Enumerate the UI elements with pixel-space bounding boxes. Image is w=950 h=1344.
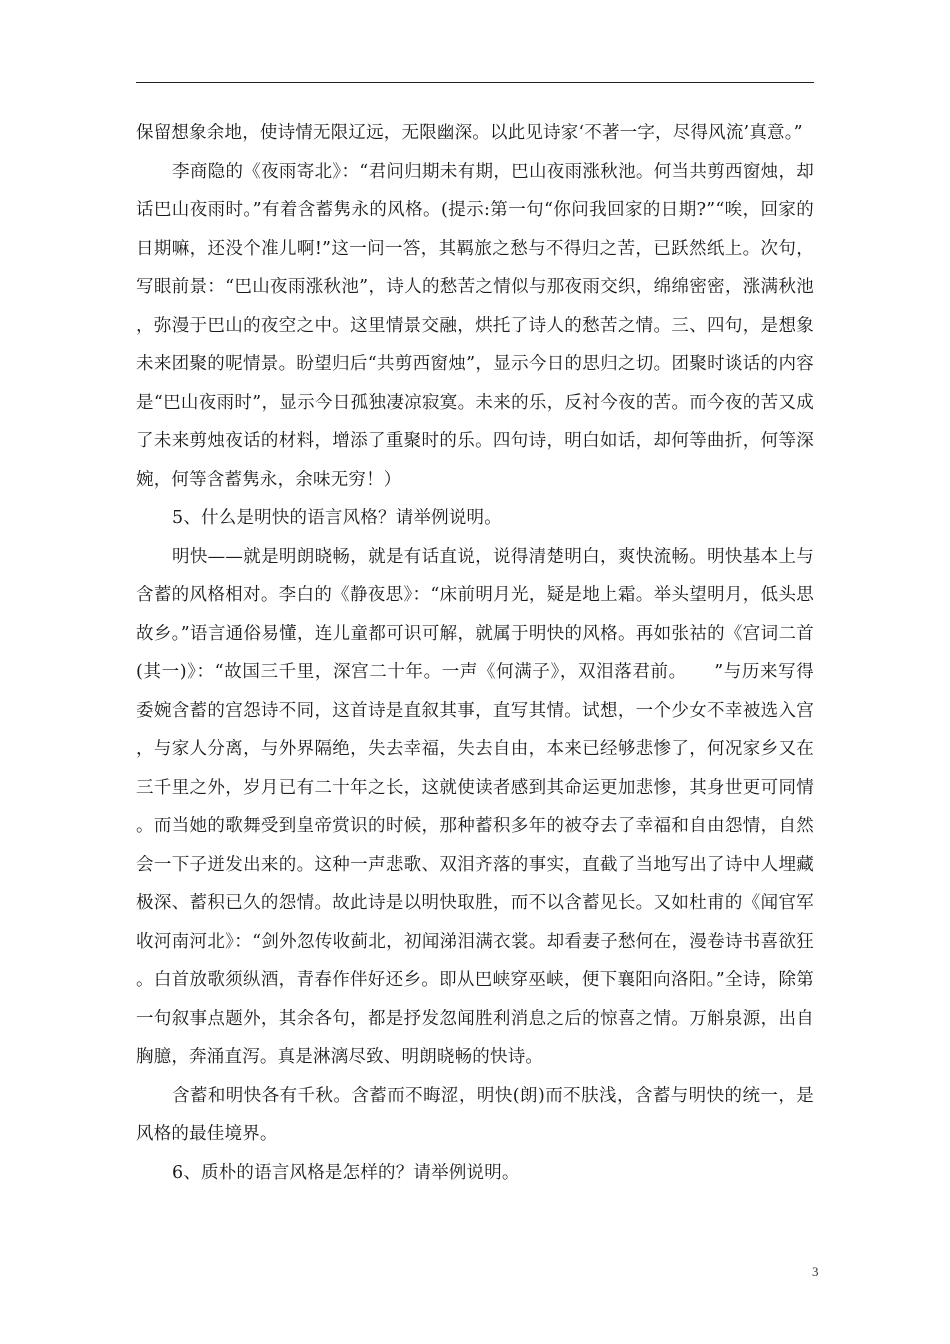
page-number: 3	[812, 1264, 819, 1279]
paragraph-hanxu-mingkuai: 含蓄和明快各有千秋。含蓄而不晦涩，明快(朗)而不肤浅，含蓄与明快的统一，是风格的最佳境界。	[136, 1085, 814, 1144]
paragraph-mingkuai: 明快——就是明朗晓畅，就是有话直说，说得清楚明白，爽快流畅。明快基本上与含蓄的风格相对。李白的《静夜思》：“床前明月光，疑是地上霜。举头望明月，低头思故乡。”语言通俗易懂，连儿童都可识可解，就属于明快的风格。再如张祜的《宫词二首(其一)》：“故国三千里，深宫二十年。一声《何满子》，双泪落君前。 ”与历来写得委婉含蓄的宫怨诗不同，这首诗是直叙其事，直写其情。试想，一个少女不幸被选入宫，与家人分离，与外界隔绝，失去幸福，失去自由，本来已经够悲惨了，何况家乡又在三千里之外，岁月已有二十年之长，这就使读者感到其命运更加悲惨，其身世更可同情。而当她的歌舞受到皇帝赏识的时候，那种蓄积多年的被夺去了幸福和自由怨情，自然会一下子迸发出来的。这种一声悲歌、双泪齐落的事实，直截了当地写出了诗中人埋藏极深、蓄积已久的怨情。故此诗是以明快取胜，而不以含蓄见长。又如杜甫的《闻官军收河南河北》：“剑外忽传收蓟北，初闻涕泪满衣裳。却看妻子愁何在，漫卷诗书喜欲狂。白首放歌须纵酒，青春作伴好还乡。即从巴峡穿巫峡，便下襄阳向洛阳。”全诗，除第一句叙事点题外，其余各句，都是抒发忽闻胜利消息之后的惊喜之情。万斛泉源，出自胸臆，奔涌直泻。真是淋漓尽致、明朗晓畅的快诗。	[136, 546, 814, 1067]
paragraph-yeyu-jibei: 李商隐的《夜雨寄北》：“君问归期未有期，巴山夜雨涨秋池。何当共剪西窗烛，却话巴山夜雨时。”有着含蓄隽永的风格。(提示:第一句“你问我回家的日期?”“唉，回家的日期嘛，还没个准儿啊!”这一问一答，其羁旅之愁与不得归之苦，已跃然纸上。次句，写眼前景：“巴山夜雨涨秋池”，诗人的愁苦之情似与那夜雨交织，绵绵密密，涨满秋池，弥漫于巴山的夜空之中。这里情景交融，烘托了诗人的愁苦之情。三、四句，是想象未来团聚的呢情景。盼望归后“共剪西窗烛”，显示今日的思归之切。团聚时谈话的内容是“巴山夜雨时”，显示今日孤独凄凉寂寞。未来的乐，反衬今夜的苦。而今夜的苦又成了未来剪烛夜话的材料，增添了重聚时的乐。四句诗，明白如话，却何等曲折，何等深婉，何等含蓄隽永，余味无穷！）	[136, 161, 814, 490]
question-6: 6、质朴的语言风格是怎样的？请举例说明。	[172, 1162, 520, 1183]
paragraph-continuation: 保留想象余地，使诗情无限辽远，无限幽深。以此见诗家‘不著一字，尽得风流’真意。”	[136, 123, 803, 143]
document-body	[136, 114, 814, 1192]
question-5: 5、什么是明快的语言风格？请举例说明。	[172, 508, 502, 528]
header-rule	[136, 82, 814, 83]
